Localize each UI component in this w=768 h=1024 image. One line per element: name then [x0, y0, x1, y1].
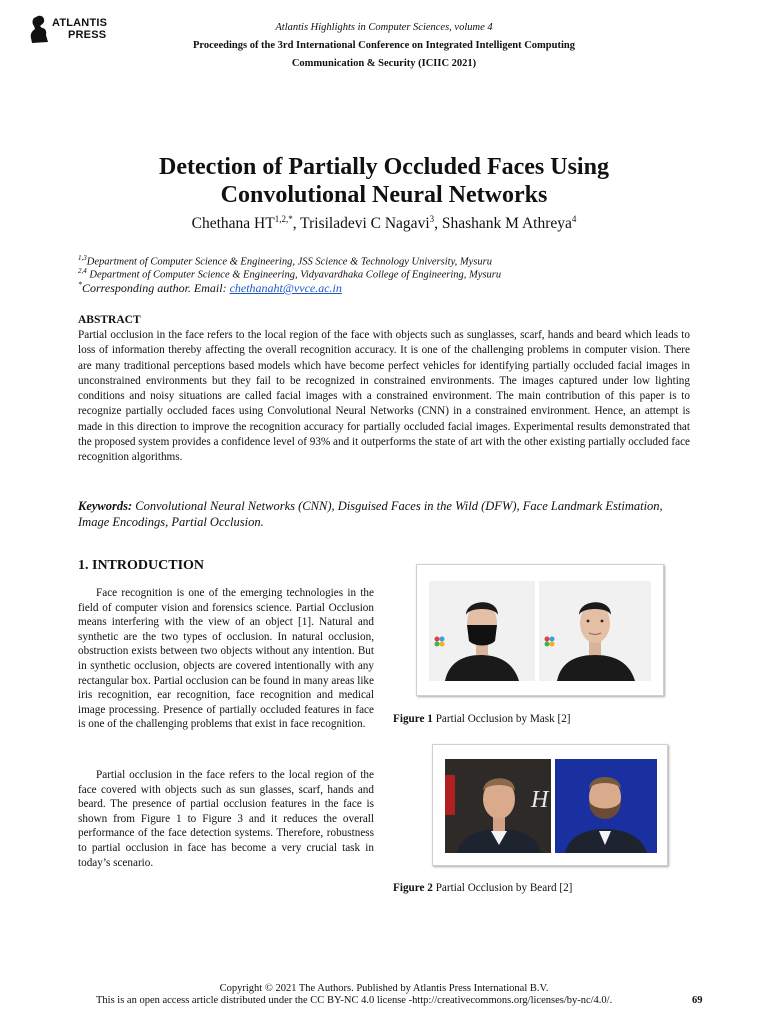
license-notice: This is an open access article distributed under the CC BY-NC 4.0 license -http://creativecommons.org/licenses/by-nc/4.0/.	[96, 995, 613, 1006]
abstract-heading: ABSTRACT	[78, 314, 141, 326]
title-line1: Detection of Partially Occluded Faces Using	[159, 154, 609, 180]
masked-faces-illustration	[417, 565, 663, 695]
logo-line1: ATLANTIS	[52, 17, 108, 29]
figure-1-caption	[393, 713, 571, 725]
affiliation-text: Department of Computer Science & Engineering, Vidyavardhaka College of Engineering, Mysuru	[86, 269, 502, 281]
abstract-text: Partial occlusion in the face refers to the local region of the face with objects such as sunglasses, scarf, hands and beard which leads to loss of information thereby affecting the overall recognition accuracy. It is one of the challenging problems in computer vision. There are many traditional perceptions based models which have become perfect vehicles for identifying partially occluded facial images in unconstrained environments but they fail to be recognized in constrained environments. The images captured under low lighting conditions and noisy situations are called facial images with a constrained environment. The main contribution of this paper is to recognize partially occluded faces using Convolutional Neural Networks (CNN) in a constrained environment. Hence, an attempt is made in this direction to improve the recognition accuracy for partially occluded facial images. Experimental results demonstrated that the proposed system provides a confidence level of 93% and it outperforms the state of art with the other existing partially occluded face recognition algorithms.	[78, 329, 691, 464]
keywords-text: Convolutional Neural Networks (CNN), Disguised Faces in the Wild (DFW), Face Landmark Estimation, Image Encodings, Partial Occlusion.	[78, 499, 663, 529]
intro-paragraph-2: Partial occlusion in the face refers to the local region of the face covered with objects such as sun glasses, scarf, hands and beard. The presence of partial occlusion features in the face is shown from Figure 1 to Figure 3 and it reduces the overall performance of the face detection systems. Therefore, robustness to partial occlusion in face has become a very crucial task in today’s scenario.	[78, 769, 374, 869]
logo-line2: PRESS	[68, 29, 107, 41]
keywords-label: Keywords:	[78, 499, 133, 513]
affiliation-sup: 2,4	[78, 267, 87, 275]
figure-1-label: Figure 1	[393, 713, 433, 725]
proceedings-line1: Proceedings of the 3rd International Conference on Integrated Intelligent Computing	[193, 40, 575, 51]
affiliation-text: Department of Computer Science & Engineering, JSS Science & Technology University, Mysuru	[86, 256, 492, 268]
background-letter: H	[531, 787, 549, 813]
author-name: Chethana HT	[191, 215, 275, 233]
corresponding-label: Corresponding author. Email:	[82, 281, 230, 295]
figure-1-image	[416, 564, 664, 696]
title-line2: Convolutional Neural Networks	[220, 182, 548, 208]
intro-paragraph-1: Face recognition is one of the emerging technologies in the field of computer vision and forensics science. Partial Occlusion means interfering with the view of an object [1]. Natural and synthetic are the two types of occlusion. In natural occlusion, obstruction exists between two objects without any intention. But in synthetic occlusion, objects are covered intentionally with any rectangular box. Partial occlusion can be found in many areas like iris recognition, ear recognition, face recognition and medical image processing. Presence of partially occluded features in face is one of the challenging problems that exist in face recognition.	[78, 587, 374, 731]
figure-2-caption	[393, 882, 572, 894]
corresponding-author	[78, 280, 342, 296]
section-heading: 1. INTRODUCTION	[78, 558, 205, 573]
figure-2-label: Figure 2	[393, 882, 433, 894]
author-sup: 4	[571, 214, 577, 224]
figure-2-image	[432, 744, 668, 866]
copyright-notice: Copyright © 2021 The Authors. Published by Atlantis Press International B.V.	[219, 983, 549, 994]
series-title: Atlantis Highlights in Computer Sciences, volume 4	[275, 22, 493, 33]
author-list: Chethana $HT^{1,2,*}$, Trisiladevi C Nagavi$^3$, Shashank M Athreya$^4$	[191, 214, 577, 233]
figure-1-caption-text: Partial Occlusion by Mask [2]	[432, 713, 571, 725]
keywords	[78, 498, 690, 530]
author-sup: 3	[429, 214, 435, 224]
corresponding-sup: *	[78, 280, 82, 289]
email-link[interactable]: chethanaht@vvce.ac.in	[229, 281, 342, 295]
figure-2-caption-text: Partial Occlusion by Beard [2]	[432, 882, 573, 894]
page-number: 69	[692, 995, 703, 1006]
affiliation-sup: 1,3	[78, 254, 87, 262]
author-sup: 1,2,*	[274, 214, 293, 224]
paper-title	[60, 153, 708, 209]
beard-faces-illustration	[433, 745, 667, 865]
proceedings-line2: Communication & Security (ICIIC 2021)	[291, 58, 477, 69]
author-name: Trisiladevi C Nagavi	[300, 215, 430, 233]
author-name: Shashank M Athreya	[441, 215, 572, 233]
